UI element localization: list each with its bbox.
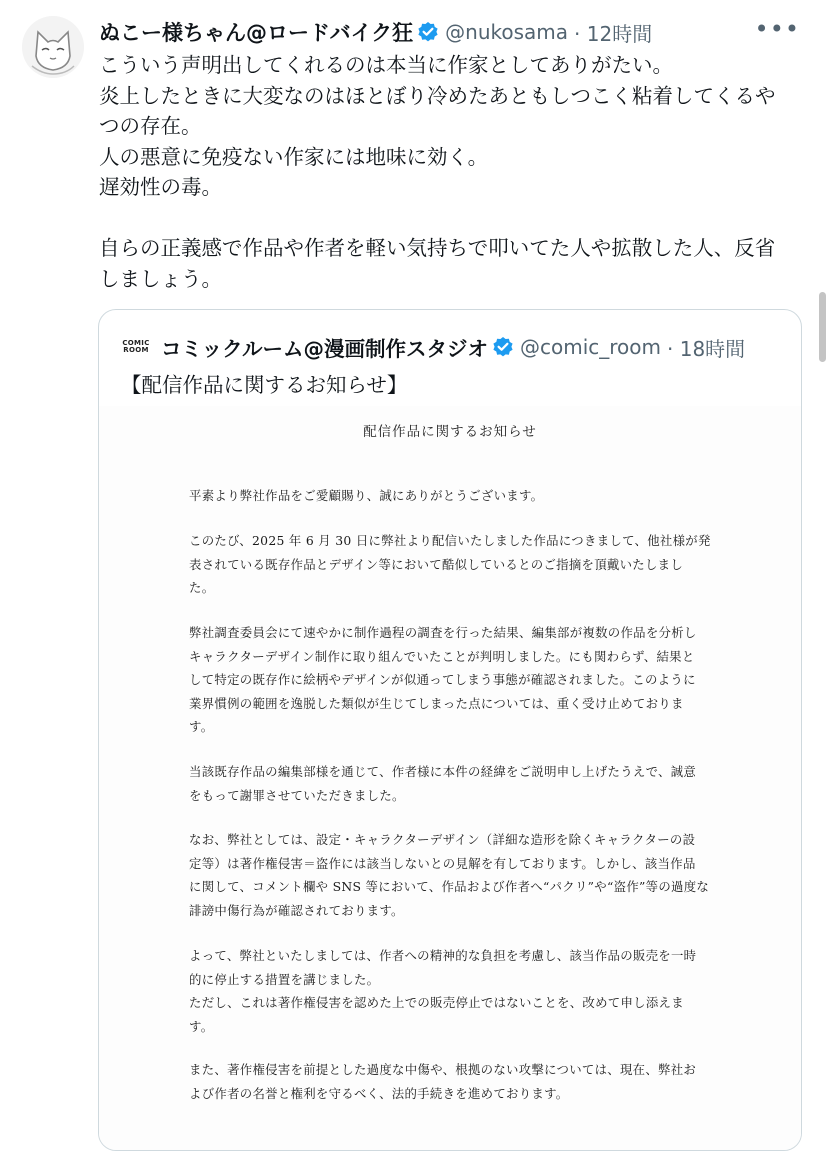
cat-avatar-icon [22,16,84,78]
quoted-tweet-text: 【配信作品に関するお知らせ】 [121,373,408,397]
handle[interactable]: @nukosama [445,20,569,44]
avatar[interactable] [22,16,84,78]
tweet-line: 炎上したときに大変なのはほとぼり冷めたあともしつこく粘着してくるや [99,83,776,108]
quoted-timestamp[interactable]: · 18時間 [667,336,746,361]
quoted-tweet[interactable] [98,309,802,1151]
display-name[interactable]: ぬこー様ちゃん@ロードバイク狂 [99,21,414,45]
document-paragraph: よって、弊社といたしましては、作者への精神的な負担を考慮し、該当作品の販売を一時 的に停止する措置を講じました。 ただし、これは著作権侵害を認めた上での販売停止ではないことを、改めて申し添えま す。 [189,948,697,1034]
more-options-icon[interactable]: ••• [754,15,800,43]
quoted-tweet-header [121,330,791,364]
attached-image-notice[interactable] [99,406,801,1150]
document-paragraph: 平素より弊社作品をご愛顧賜り、誠にありがとうございます。 [189,488,544,503]
comic-room-logo[interactable]: COMIC ROOM [122,339,150,354]
document-paragraph: 当該既存作品の編集部様を通じて、作者様に本件の経緯をご説明申し上げたうえで、誠意 をもって謝罪させていただきました。 [189,764,697,803]
tweet-line: しましょう。 [99,266,222,291]
document-paragraph: 弊社調査委員会にて速やかに制作過程の調査を行った結果、編集部が複数の作品を分析し キャラクターデザイン制作に取り組んでいたことが判明しました。にも関わらず、結果と して特定の既存作に絵柄やデザインが似通ってしまう事態が確認されました。このように 業界慣例の範囲を逸脱した類似が生じてしまった点については、重く受け止めておりま す。 [189,625,697,734]
tweet-line: こういう声明出してくれるのは本当に作家としてありがたい。 [99,53,673,77]
tweet-text [99,50,799,294]
tweet-header [99,15,828,49]
tweet-line: 人の悪意に免疫ない作家には地味に効く。 [99,144,489,169]
timestamp[interactable]: · 12時間 [574,21,653,46]
tweet-line: 遅効性の毒。 [99,175,222,199]
quoted-display-name[interactable]: コミックルーム@漫画制作スタジオ [161,337,488,361]
tweet-line: つの存在。 [99,114,202,138]
document-paragraph: また、著作権侵害を前提とした過度な中傷や、根拠のない攻撃については、現在、弊社お よび作者の名誉と権利を守るべく、法的手続きを進めております。 [189,1062,697,1101]
tweet-line: 自らの正義感で作品や作者を軽い気持ちで叩いてた人や拡散した人、反省 [99,236,776,260]
tweet-line [99,203,799,234]
quoted-handle[interactable]: @comic_room [519,335,661,359]
verified-badge-icon [417,21,439,43]
document-paragraph: このたび、2025 年 6 月 30 日に弊社より配信いたしました作品につきまして、他社様が発 表されている既存作品とデザイン等において酷似しているとのご指摘を頂戴いたしまし た。 [189,533,711,595]
verified-badge-icon [492,336,514,358]
document-paragraph: なお、弊社としては、設定・キャラクターデザイン（詳細な造形を除くキャラクターの設 定等）は著作権侵害＝盗作には該当しないとの見解を有しております。しかし、該当作品 に関して、コメント欄や SNS 等において、作品および作者へ“パクリ”や“盗作”等の過度な 誹謗中傷行為が確認されております。 [189,832,710,918]
document-title: 配信作品に関するお知らせ [363,424,537,440]
scrollbar-thumb[interactable] [819,292,826,362]
